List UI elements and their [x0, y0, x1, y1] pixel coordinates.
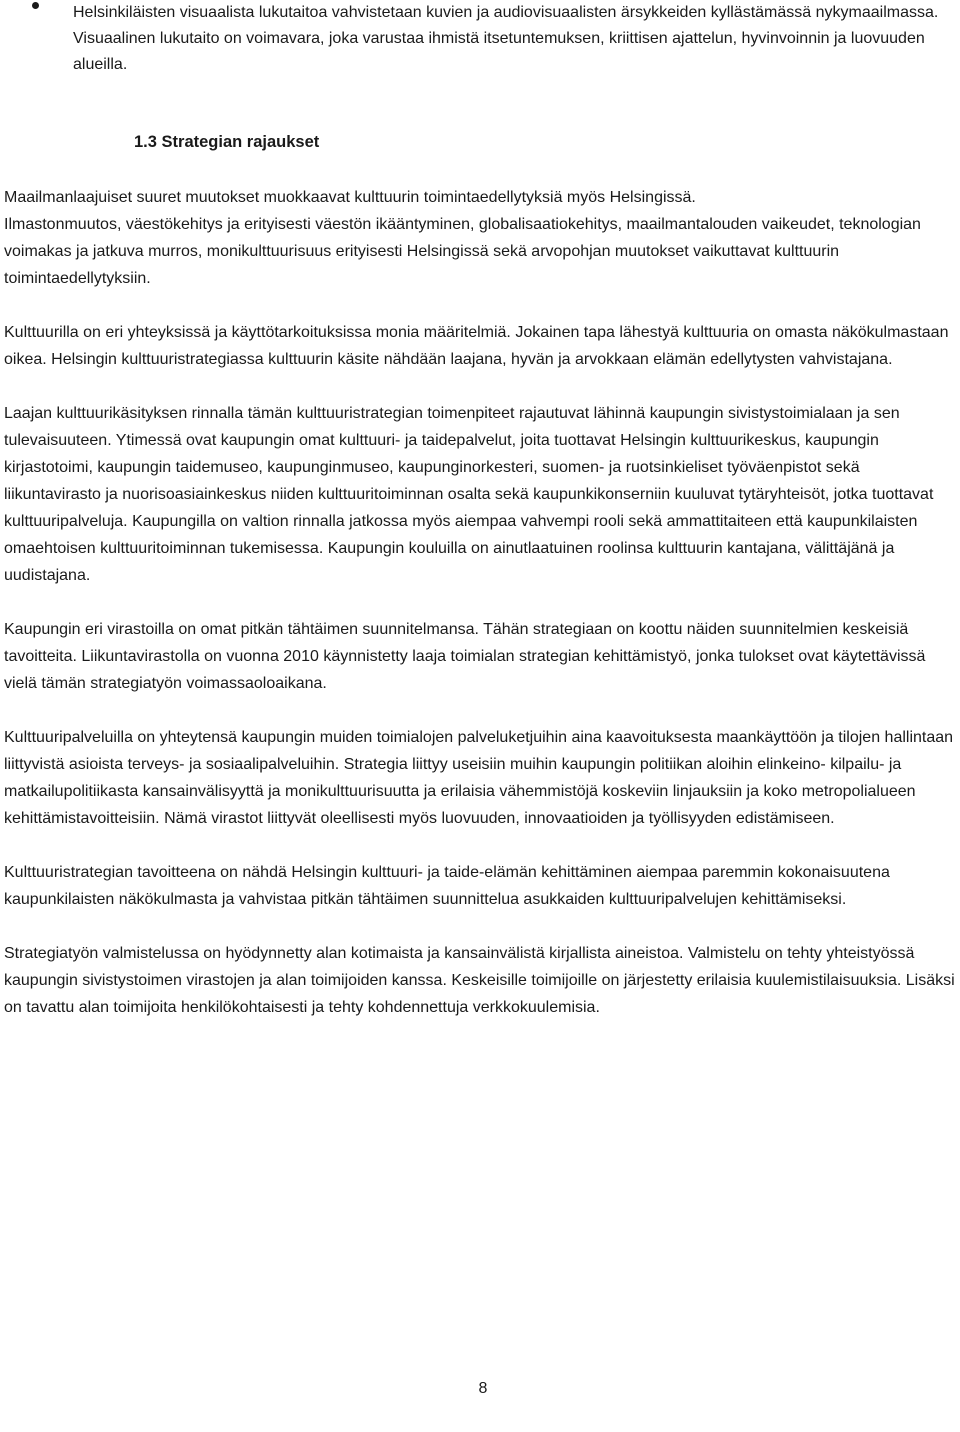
paragraph: Ilmastonmuutos, väestökehitys ja erityisesti väestön ikääntyminen, globalisaatiokehitys, maailmantalouden vaikeudet, teknologian voimakas ja jatkuva murros, monikulttuurisuus erityisesti Helsingissä sekä arvopohjan muutokset vaikuttavat kulttuurin toimintaedellytyksiin. [4, 216, 921, 287]
body-text [4, 184, 956, 1048]
paragraph: Kulttuurilla on eri yhteyksissä ja käyttötarkoituksissa monia määritelmiä. Jokainen tapa lähestyä kulttuuria on omasta näkökulmastaan oikea. Helsingin kulttuuristrategiassa kulttuurin käsite nähdään laajana, hyvän ja arvokkaan elämän edellytysten vahvistajana. [4, 324, 949, 368]
paragraph: Kulttuuristrategian tavoitteena on nähdä Helsingin kulttuuri- ja taide-elämän kehittäminen aiempaa paremmin kokonaisuutena kaupunkilaisten näkökulmasta ja vahvistaa pitkän tähtäimen suunnittelua asukkaiden kulttuuripalvelujen kehittämiseksi. [4, 864, 890, 908]
bullet-list-item [73, 0, 943, 78]
paragraph: Maailmanlaajuiset suuret muutokset muokkaavat kulttuurin toimintaedellytyksiä myös Helsingissä. [4, 189, 696, 206]
paragraph: Strategiatyön valmistelussa on hyödynnetty alan kotimaista ja kansainvälistä kirjallista aineistoa. Valmistelu on tehty yhteistyössä kaupungin sivistystoimen virastojen ja alan toimijoiden kanssa. Keskeisille toimijoille on järjestetty erilaisia kuulemistilaisuuksia. Lisäksi on tavattu alan toimijoita henkilökohtaisesti ja tehty kohdennettuja verkkokuulemisia. [4, 945, 955, 1016]
page-number: 8 [478, 1380, 488, 1397]
paragraph: Kulttuuripalveluilla on yhteytensä kaupungin muiden toimialojen palveluketjuihin aina kaavoituksesta maankäyttöön ja tilojen hallintaan liittyvistä asioista terveys- ja sosiaalipalveluihin. Strategia liittyy useisiin muihin kaupungin politiikan aloihin elinkeino- kilpailu- ja matkailupolitiikasta kansainvälisyyttä ja monikulttuurisuutta ja erilaisia vähemmistöjä koskeviin linjauksiin ja koko metropolialueen kehittämistavoitteisiin. Nämä virastot liittyvät oleellisesti myös luovuuden, innovaatioiden ja työllisyyden edistämiseen. [4, 729, 954, 827]
paragraph: Kaupungin eri virastoilla on omat pitkän tähtäimen suunnitelmansa. Tähän strategiaan on koottu näiden suunnitelmien keskeisiä tavoitteita. Liikuntavirastolla on vuonna 2010 käynnistetty laaja toimialan strategian kehittämistyö, jonka tulokset ovat käytettävissä vielä tämän strategiatyön voimassaoloaikana. [4, 621, 926, 692]
paragraph: Laajan kulttuurikäsityksen rinnalla tämän kulttuuristrategian toimenpiteet rajautuvat lähinnä kaupungin sivistystoimialaan ja sen tulevaisuuteen. Ytimessä ovat kaupungin omat kulttuuri- ja taidepalvelut, joita tuottavat Helsingin kulttuurikeskus, kaupungin kirjastotoimi, kaupungin taidemuseo, kaupunginmuseo, kaupunginorkesteri, suomen- ja ruotsinkieliset työväenpistot sekä liikuntavirasto ja nuorisoasiainkeskus niiden kulttuuritoiminnan osalta sekä kaupunkikonserniin kuuluvat tytäryhteisöt, jotka tuottavat kulttuuripalveluja. Kaupungilla on valtion rinnalla jatkossa myös aiempaa vahvempi rooli sekä ammattitaiteen että kaupunkilaisten omaehtoisen kulttuuritoiminnan tukemisessa. Kaupungin kouluilla on ainutlaatuinen roolinsa kulttuurin kantajana, välittäjänä ja uudistajana. [4, 405, 934, 584]
bullet-text: Helsinkiläisten visuaalista lukutaitoa vahvistetaan kuvien ja audiovisuaalisten ärsykkeiden kyllästämässä nykymaailmassa. Visuaalinen lukutaito on voimavara, joka varustaa ihmistä itsetuntemuksen, kriittisen ajattelun, hyvinvoinnin ja luovuuden alueilla. [73, 4, 939, 73]
section-heading: 1.3 Strategian rajaukset [134, 133, 320, 151]
bullet-icon [32, 2, 39, 9]
